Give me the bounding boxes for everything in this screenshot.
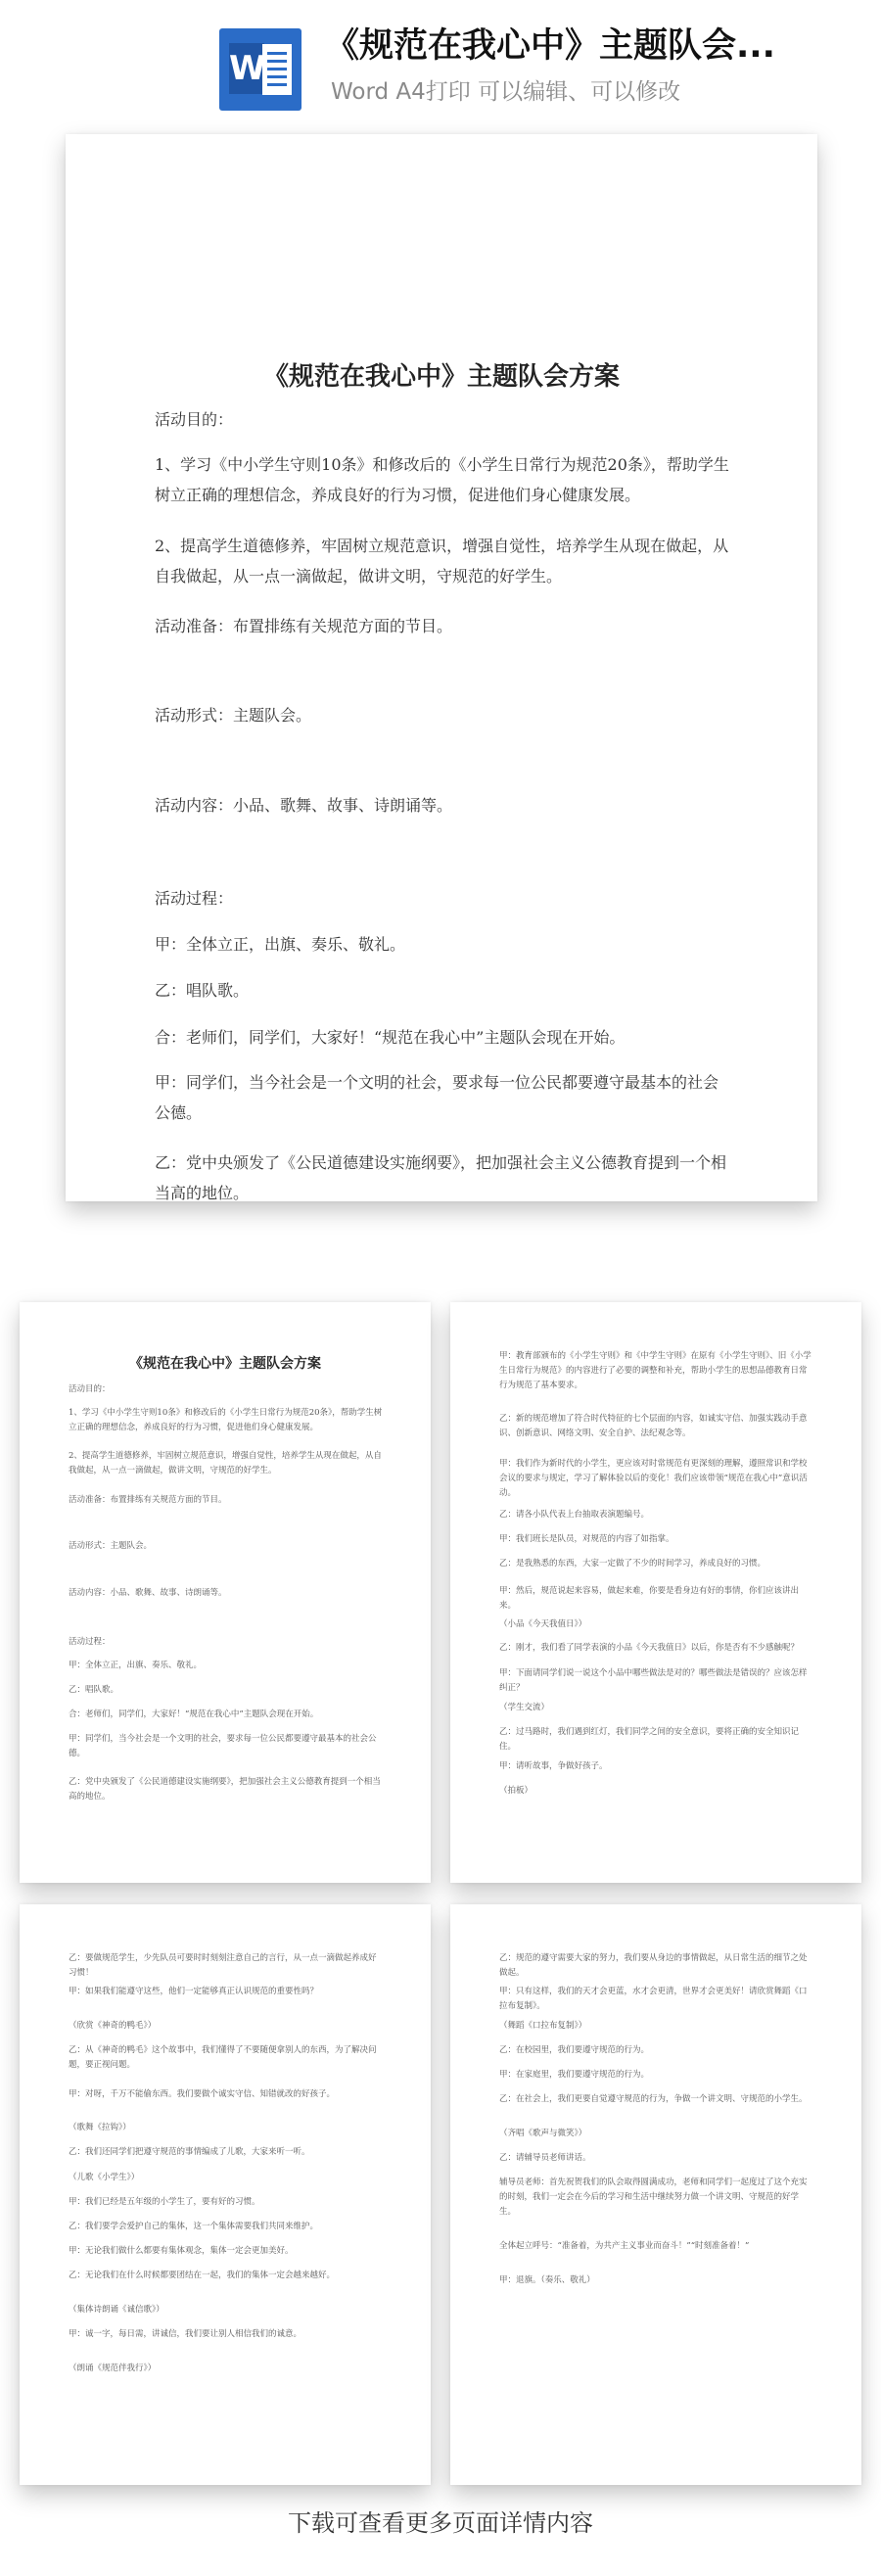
thumb-doc-title: 《规范在我心中》主题队会方案 — [129, 1356, 321, 1372]
thumb-paragraph: 甲：无论我们做什么都要有集体观念，集体一定会更加美好。 — [69, 2246, 294, 2256]
thumb-paragraph: 乙：请各小队代表上台抽取表演题编号。 — [499, 1510, 650, 1520]
thumb-paragraph: 甲：然后，规范说起来容易，做起来难，你要是看身边有好的事情，你们应该讲出来。 — [499, 1586, 800, 1611]
main-paragraph: 甲：同学们，当今社会是一个文明的社会，要求每一位公民都要遵守最基本的社会公德。 — [155, 1073, 719, 1122]
thumb-paragraph: 活动过程： — [69, 1637, 111, 1647]
page-thumbnail-1[interactable] — [20, 1302, 431, 1883]
thumb-paragraph: 甲：我们作为新时代的小学生，更应该对时常规范有更深刻的理解，遵照常识和学校会议的要求与规定，学习了解体验以后的变化！我们应该带领“规范在我心中”意识活动。 — [499, 1459, 808, 1498]
page-thumbnail-4[interactable] — [450, 1904, 861, 2485]
header — [0, 0, 881, 116]
main-paragraph: 2、提高学生道德修养，牢固树立规范意识，增强自觉性，培养学生从现在做起，从自我做起，从一点一滴做起，做讲文明，守规范的好学生。 — [155, 537, 729, 585]
thumb-paragraph: 甲：同学们，当今社会是一个文明的社会，要求每一位公民都要遵守最基本的社会公德。 — [69, 1734, 377, 1758]
thumb-paragraph: （舞蹈《口拉布复制》） — [499, 2021, 587, 2031]
thumb-paragraph: 活动准备：布置排练有关规范方面的节目。 — [69, 1495, 227, 1505]
thumb-paragraph: 乙：唱队歌。 — [69, 1685, 119, 1695]
thumb-paragraph: 2、提高学生道德修养，牢固树立规范意识，增强自觉性，培养学生从现在做起，从自我做起，从一点一滴做起，做讲文明，守规范的好学生。 — [69, 1451, 382, 1475]
download-more-link[interactable]: 下载可查看更多页面详情内容 — [288, 2509, 593, 2537]
thumb-paragraph: （歌舞《拉钩》） — [69, 2123, 131, 2132]
thumb-paragraph: 甲：全体立正，出旗、奏乐、敬礼。 — [69, 1661, 203, 1670]
thumb-paragraph: 甲：对呀，千万不能偷东西。我们要做个诚实守信、知错就改的好孩子。 — [69, 2089, 336, 2099]
main-paragraph: 活动准备：布置排练有关规范方面的节目。 — [155, 617, 453, 635]
thumb-paragraph: 乙：过马路时，我们遇到红灯，我们同学之间的安全意识，要将正确的安全知识记住。 — [499, 1727, 800, 1752]
thumb-paragraph: （小品《今天我值日》） — [499, 1619, 587, 1629]
thumb-paragraph: 甲：我们班长是队员，对规范的内容了如指掌。 — [499, 1534, 674, 1544]
main-paragraph: 活动目的： — [155, 410, 234, 429]
thumb-paragraph: 甲：教育部颁布的《小学生守则》和《中学生守则》在原有《小学生守则》、旧《小学生日常行为规范》的内容进行了必要的调整和补充，帮助小学生的思想品德教育日常行为规范了基本要求。 — [499, 1351, 811, 1390]
main-page-preview — [66, 134, 817, 1201]
thumb-paragraph: 乙：在社会上，我们更要自觉遵守规范的行为，争做一个讲文明、守规范的小学生。 — [499, 2094, 808, 2104]
thumb-paragraph: 甲：请听故事，争做好孩子。 — [499, 1761, 608, 1771]
thumb-paragraph: 甲：在家庭里，我们要遵守规范的行为。 — [499, 2070, 650, 2080]
thumb-paragraph: （齐唱《歌声与微笑》） — [499, 2129, 587, 2138]
thumb-paragraph: 1、学习《中小学生守则10条》和修改后的《小学生日常行为规范20条》，帮助学生树立正确的理想信念，养成良好的行为习惯，促进他们身心健康发展。 — [69, 1408, 383, 1432]
thumb-paragraph: 乙：请辅导员老师讲话。 — [499, 2153, 591, 2163]
thumb-paragraph: （儿歌《小学生》） — [69, 2173, 140, 2182]
main-paragraph: 合：老师们，同学们，大家好！“规范在我心中”主题队会现在开始。 — [155, 1028, 626, 1047]
thumb-paragraph: 乙：无论我们在什么时候都要团结在一起，我们的集体一定会越来越好。 — [69, 2271, 336, 2280]
thumb-paragraph: 乙：我们还同学们把遵守规范的事情编成了儿歌，大家来听一听。 — [69, 2147, 310, 2157]
thumb-paragraph: 甲：退旗。（奏乐、敬礼） — [499, 2275, 595, 2285]
thumb-paragraph: 活动形式：主题队会。 — [69, 1541, 153, 1551]
thumb-paragraph: 乙：从《神奇的鸭毛》这个故事中，我们懂得了不要随便拿别人的东西，为了解决问题，要正视问题。 — [69, 2045, 377, 2070]
main-paragraph: 活动形式：主题队会。 — [155, 706, 312, 725]
thumb-paragraph: （集体诗朗诵《诚信歌》） — [69, 2305, 164, 2315]
main-paragraph: 乙：唱队歌。 — [155, 981, 250, 1000]
thumb-paragraph: 辅导员老师：首先祝贺我们的队会取得圆满成功，老师和同学们一起度过了这个充实的时刻，我们一定会在今后的学习和生活中继续努力做一个讲文明、守规范的好学生。 — [499, 2178, 808, 2217]
thumb-paragraph: 乙：是我熟悉的东西，大家一定做了不少的时间学习，养成良好的习惯。 — [499, 1559, 766, 1569]
main-paragraph: 活动内容：小品、歌舞、故事、诗朗诵等。 — [155, 796, 453, 815]
main-paragraph: 甲：全体立正，出旗、奏乐、敬礼。 — [155, 935, 406, 954]
thumb-paragraph: 乙：党中央颁发了《公民道德建设实施纲要》，把加强社会主义公德教育提到一个相当高的地位。 — [69, 1777, 381, 1802]
thumb-paragraph: 全体起立呼号：“准备着，为共产主义事业而奋斗！”“时刻准备着！” — [499, 2241, 750, 2251]
thumb-paragraph: 乙：要做规范学生，少先队员可要时时刻刻注意自己的言行，从一点一滴做起养成好习惯！ — [69, 1953, 377, 1978]
thumb-paragraph: （欣赏《神奇的鸭毛》） — [69, 2021, 157, 2031]
main-paragraph: 1、学习《中小学生守则10条》和修改后的《小学生日常行为规范20条》，帮助学生树立正确的理想信念，养成良好的行为习惯，促进他们身心健康发展。 — [155, 455, 729, 504]
thumb-paragraph: 甲：诚一字，每日需，讲诚信，我们要让别人相信我们的诚意。 — [69, 2329, 302, 2339]
thumb-paragraph: 活动目的： — [69, 1384, 111, 1394]
thumb-paragraph: 乙：在校园里，我们要遵守规范的行为。 — [499, 2045, 650, 2055]
document-subtitle: Word A4打印 可以编辑、可以修改 — [331, 79, 681, 105]
thumb-paragraph: 活动内容：小品、歌舞、故事、诗朗诵等。 — [69, 1588, 227, 1598]
document-title: 《规范在我心中》主题队会... — [325, 26, 775, 66]
page-thumbnail-2[interactable] — [450, 1302, 861, 1883]
thumb-paragraph: 甲：我们已经是五年级的小学生了，要有好的习惯。 — [69, 2197, 260, 2207]
thumb-paragraph: 乙：规范的遵守需要大家的努力，我们要从身边的事情做起，从日常生活的细节之处做起。 — [499, 1953, 808, 1978]
thumb-paragraph: 甲：下面请同学们说一说这个小品中哪些做法是对的？哪些做法是错误的？应该怎样纠正？ — [499, 1668, 808, 1693]
word-document-icon: W — [219, 28, 301, 111]
main-paragraph: 活动过程： — [155, 889, 234, 908]
thumb-paragraph: 合：老师们，同学们，大家好！“规范在我心中”主题队会现在开始。 — [69, 1710, 319, 1719]
thumb-paragraph: （朗诵《规范伴我行》） — [69, 2364, 157, 2373]
thumb-paragraph: 甲：只有这样，我们的天才会更蓝，水才会更清，世界才会更美好！请欣赏舞蹈《口拉布复制》。 — [499, 1987, 808, 2011]
main-paragraph: 乙：党中央颁发了《公民道德建设实施纲要》，把加强社会主义公德教育提到一个相当高的地位。 — [155, 1153, 727, 1201]
thumb-paragraph: 乙：刚才，我们看了同学表演的小品《今天我值日》以后，你是否有不少感触呢？ — [499, 1643, 800, 1653]
thumb-paragraph: （学生交流） — [499, 1703, 550, 1712]
main-doc-title: 《规范在我心中》主题队会方案 — [262, 362, 620, 392]
thumb-paragraph: 乙：新的规范增加了符合时代特征的七个层面的内容，如诚实守信、加强实践动手意识、创新意识、网络文明、安全自护、法纪观念等。 — [499, 1414, 808, 1438]
thumb-paragraph: （拍板） — [499, 1786, 533, 1796]
thumb-paragraph: 甲：如果我们能遵守这些，他们一定能够真正认识规范的重要性吗？ — [69, 1987, 319, 1996]
thumb-paragraph: 乙：我们要学会爱护自己的集体，这一个集体需要我们共同来维护。 — [69, 2222, 319, 2231]
page-thumbnail-3[interactable] — [20, 1904, 431, 2485]
